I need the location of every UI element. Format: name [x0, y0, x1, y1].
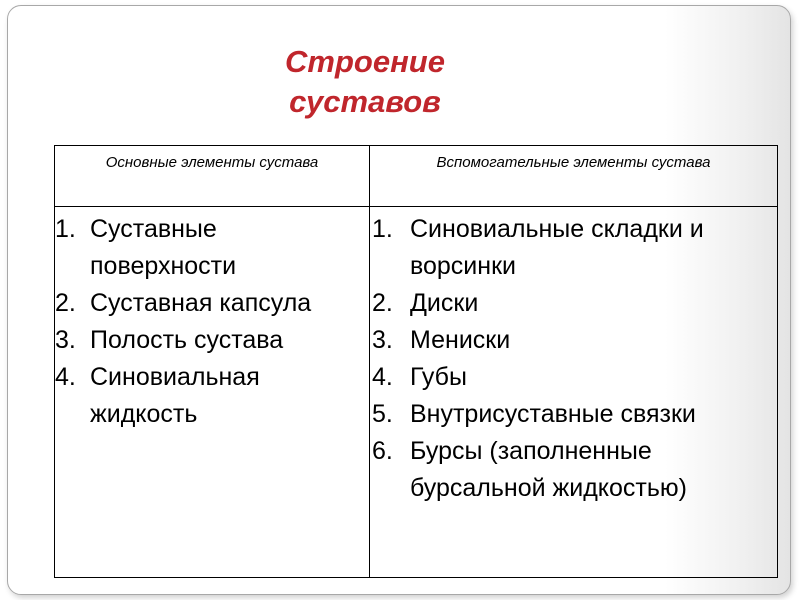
table-header-row	[55, 146, 778, 207]
list-item-text: Синовиальная жидкость	[90, 363, 260, 428]
joint-structure-table	[54, 145, 778, 578]
list-item-number: 6.	[372, 437, 393, 465]
list-item-text: Внутрисуставные связки	[410, 400, 696, 428]
main-elements-list	[55, 207, 369, 433]
list-item-text: Диски	[410, 289, 479, 317]
list-item	[55, 211, 369, 285]
table-body-row	[55, 207, 778, 578]
auxiliary-elements-list	[372, 207, 777, 507]
list-item-text: Суставные поверхности	[90, 215, 237, 280]
header-auxiliary-elements: Вспомогательные элементы сустава	[370, 146, 778, 207]
list-item-number: 3.	[55, 326, 76, 354]
list-item-number: 1.	[55, 215, 76, 243]
list-item-number: 4.	[372, 363, 393, 391]
list-item	[372, 359, 777, 396]
main-elements-cell	[55, 207, 370, 578]
list-item-text: Губы	[410, 363, 467, 391]
list-item	[55, 322, 369, 359]
slide-title: Строение суставов	[285, 44, 445, 119]
list-item-number: 3.	[372, 326, 393, 354]
list-item-number: 4.	[55, 363, 76, 391]
list-item	[55, 359, 369, 433]
list-item	[372, 285, 777, 322]
list-item-text: Синовиальные складки и ворсинки	[410, 215, 704, 280]
list-item	[55, 285, 369, 322]
header-main-elements: Основные элементы сустава	[55, 146, 370, 207]
list-item-text: Бурсы (заполненные бурсальной жидкостью)	[410, 437, 687, 502]
list-item-number: 2.	[55, 289, 76, 317]
list-item	[372, 396, 777, 433]
list-item	[372, 433, 777, 507]
list-item-text: Суставная капсула	[90, 289, 312, 317]
list-item	[372, 211, 777, 285]
list-item-number: 2.	[372, 289, 393, 317]
auxiliary-elements-cell	[370, 207, 778, 578]
list-item-number: 5.	[372, 400, 393, 428]
list-item-text: Полость сустава	[90, 326, 284, 354]
list-item	[372, 322, 777, 359]
list-item-text: Мениски	[410, 326, 511, 354]
list-item-number: 1.	[372, 215, 393, 243]
